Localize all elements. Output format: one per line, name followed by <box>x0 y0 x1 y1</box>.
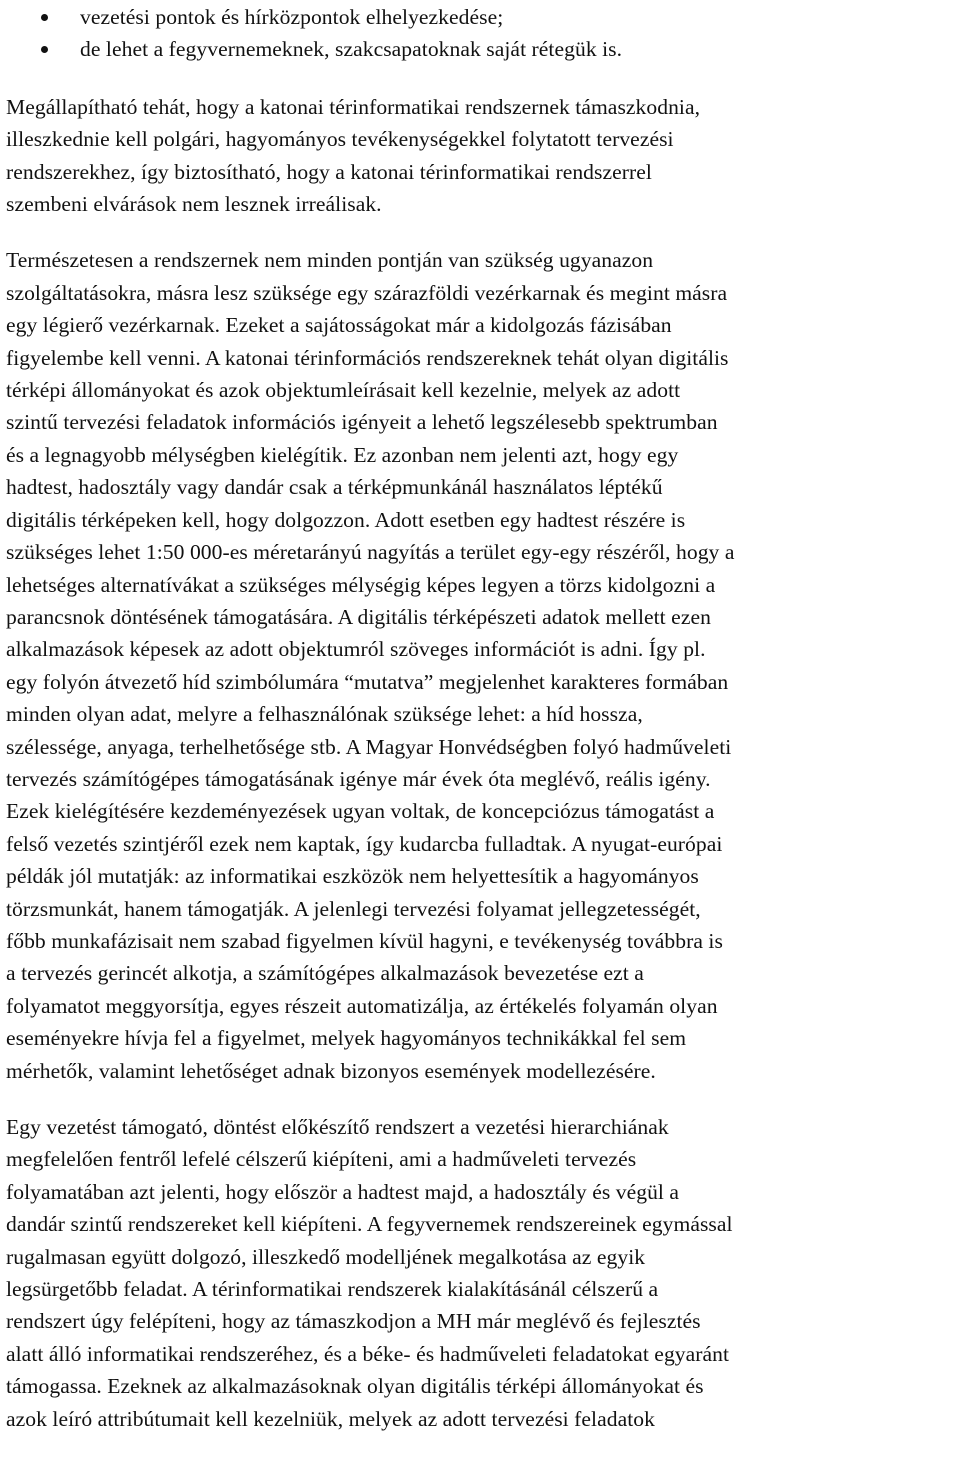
bullet-text: vezetési pontok és hírközpontok elhelyezkedése; <box>80 5 504 29</box>
text-line: egy légierő vezérkarnak. Ezeket a sajátosságokat már a kidolgozás fázisában <box>6 313 672 338</box>
text-line: főbb munkafázisait nem szabad figyelmen kívül hagyni, e tevékenység továbbra is <box>6 928 723 953</box>
text-line: parancsnok döntésének támogatására. A digitális térképészeti adatok mellett ezen <box>6 604 711 629</box>
text-line: folyamatában azt jelenti, hogy először a hadtest majd, a hadosztály és végül a <box>6 1179 680 1204</box>
text-line: hadtest, hadosztály vagy dandár csak a térképmunkánál használatos léptékű <box>6 475 663 500</box>
bullet-item <box>6 1 954 33</box>
text-line: szolgáltatásokra, másra lesz szüksége egy szárazföldi vezérkarnak és megint másra <box>6 280 728 305</box>
text-line: legsürgetőbb feladat. A térinformatikai rendszerek kialakításánál célszerű a <box>6 1277 659 1302</box>
text-line: azok leíró attribútumait kell kezelniük, melyek az adott tervezési feladatok <box>6 1406 655 1431</box>
text-line: rugalmasan együtt dolgozó, illeszkedő modelljének megalkotása az egyik <box>6 1244 646 1269</box>
text-line: rendszerekhez, így biztosítható, hogy a katonai térinformatikai rendszerrel <box>6 159 652 184</box>
text-line: Megállapítható tehát, hogy a katonai térinformatikai rendszernek támaszkodnia, <box>6 94 701 119</box>
text-line: alatt álló informatikai rendszeréhez, és a béke- és hadműveleti feladatokat egyaránt <box>6 1341 730 1366</box>
text-line: megfelelően fentről lefelé célszerű kiépíteni, ami a hadműveleti tervezés <box>6 1147 637 1172</box>
text-line: térképi állományokat és azok objektumleírásait kell kezelnie, melyek az adott <box>6 378 681 403</box>
text-line: minden olyan adat, melyre a felhasználónak szüksége lehet: a híd hossza, <box>6 702 643 727</box>
text-line: dandár szintű rendszereket kell kiépíteni. A fegyvernemek rendszereinek egymással <box>6 1212 733 1237</box>
text-line: szükséges lehet 1:50 000-es méretarányú nagyítás a terület egy-egy részéről, hogy a <box>6 540 735 565</box>
text-line: és a legnagyobb mélységben kielégítik. Ez azonban nem jelenti azt, hogy egy <box>6 442 679 467</box>
text-line: folyamatot meggyorsítja, egyes részeit automatizálja, az értékelés folyamán olyan <box>6 993 718 1018</box>
text-line: mérhetők, valamint lehetőséget adnak bizonyos események modellezésére. <box>6 1058 656 1083</box>
text-line: figyelembe kell venni. A katonai térinformációs rendszereknek tehát olyan digitális <box>6 345 729 370</box>
text-line: szembeni elvárások nem lesznek irreálisak. <box>6 192 382 217</box>
bullet-item <box>6 33 954 65</box>
text-line: alkalmazások képesek az adott objektumról szöveges információt is adni. Így pl. <box>6 637 706 662</box>
text-line: szintű tervezési feladatok információs igényeit a lehető legszélesebb spektrumban <box>6 410 718 435</box>
text-line: törzsmunkát, hanem támogatják. A jelenlegi tervezési folyamat jellegzetességét, <box>6 896 701 921</box>
text-line: lehetséges alternatívákat a szükséges mélységig képes legyen a törzs kidolgozni a <box>6 572 716 597</box>
text-line: tervezés számítógépes támogatásának igénye már évek óta meglévő, reális igény. <box>6 766 711 791</box>
paragraph-1 <box>6 91 954 221</box>
text-line: szélessége, anyaga, terhelhetősége stb. A Magyar Honvédségben folyó hadműveleti <box>6 734 732 759</box>
text-line: eseményekre hívja fel a figyelmet, melyek hagyományos technikákkal fel sem <box>6 1026 687 1051</box>
text-line: a tervezés gerincét alkotja, a számítógépes alkalmazások bevezetése ezt a <box>6 961 644 986</box>
text-line: rendszert úgy felépíteni, hogy az támaszkodjon a MH már meglévő és fejlesztés <box>6 1309 701 1334</box>
bullet-dot-icon <box>41 14 48 21</box>
bullet-list <box>6 1 954 66</box>
text-line: példák jól mutatják: az informatikai eszközök nem helyettesítik a hagyományos <box>6 864 699 889</box>
paragraph-2 <box>6 244 954 1087</box>
text-line: felső vezetés szintjéről ezek nem kaptak, így kudarcba fulladtak. A nyugat-európai <box>6 831 723 856</box>
text-line: egy folyón átvezető híd szimbólumára “mutatva” megjelenhet karakteres formában <box>6 669 729 694</box>
text-line: Egy vezetést támogató, döntést előkészítő rendszert a vezetési hierarchiának <box>6 1115 669 1139</box>
text-line: támogassa. Ezeknek az alkalmazásoknak olyan digitális térképi állományokat és <box>6 1374 704 1399</box>
bullet-dot-icon <box>41 46 48 53</box>
text-line: Természetesen a rendszernek nem minden pontján van szükség ugyanazon <box>6 248 654 273</box>
bullet-text: de lehet a fegyvernemeknek, szakcsapatoknak saját rétegük is. <box>80 37 623 62</box>
paragraph-3 <box>6 1111 954 1435</box>
text-line: Ezek kielégítésére kezdeményezések ugyan voltak, de koncepciózus támogatást a <box>6 799 715 824</box>
text-line: digitális térképeken kell, hogy dolgozzon. Adott esetben egy hadtest részére is <box>6 507 686 532</box>
text-line: illeszkednie kell polgári, hagyományos tevékenységekkel folytatott tervezési <box>6 127 674 152</box>
